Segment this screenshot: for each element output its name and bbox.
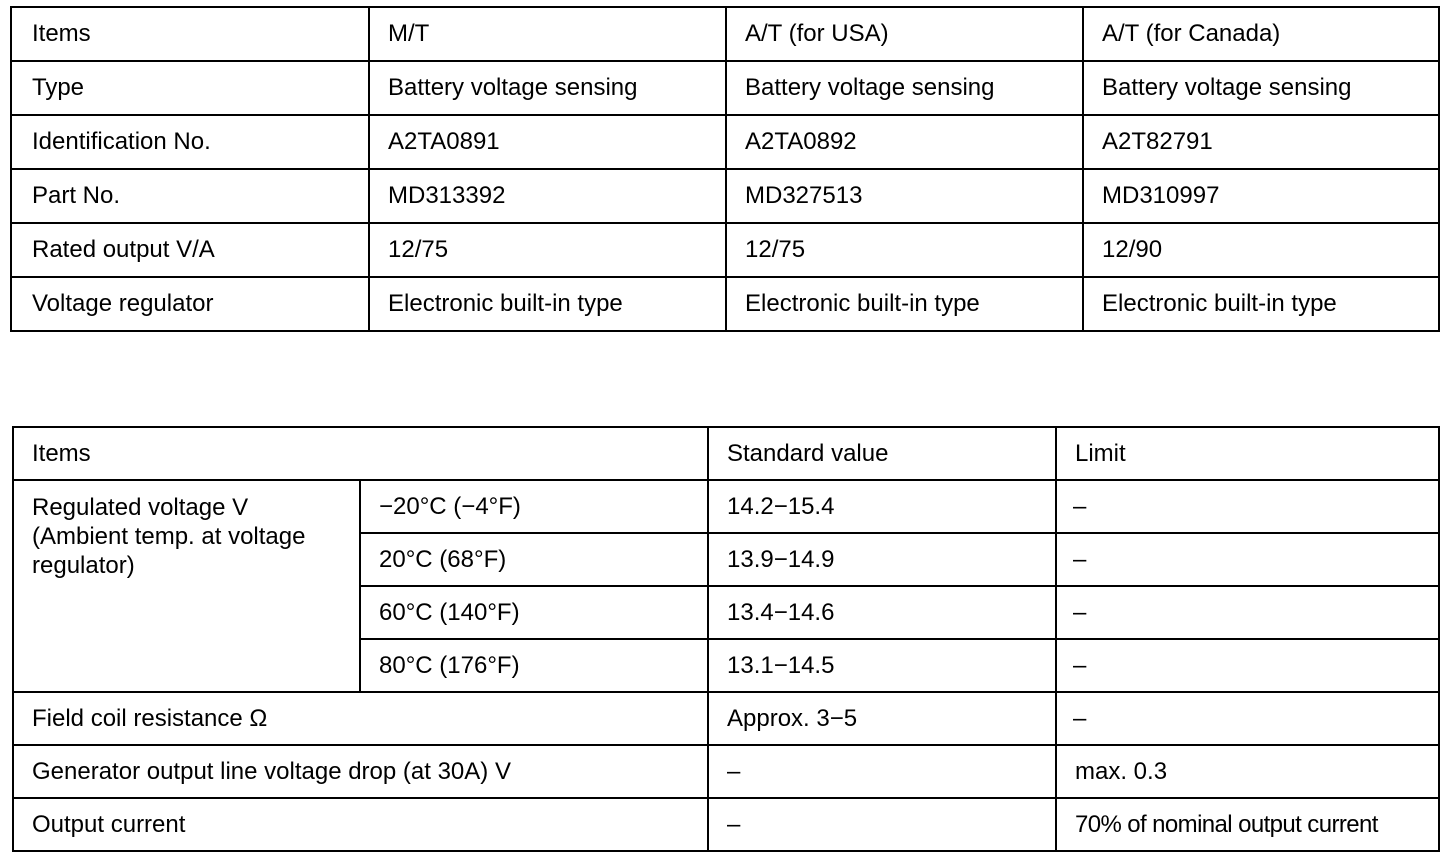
header-at-canada: A/T (for Canada) xyxy=(1083,7,1439,61)
cell-at-canada: 12/90 xyxy=(1083,223,1439,277)
temperature-cell: 60°C (140°F) xyxy=(360,586,708,639)
standard-value-cell: – xyxy=(708,745,1056,798)
header-standard-value: Standard value xyxy=(708,427,1056,480)
cell-at-canada: Battery voltage sensing xyxy=(1083,61,1439,115)
table-row xyxy=(13,480,1439,533)
table-row xyxy=(13,798,1439,851)
cell-mt: MD313392 xyxy=(369,169,726,223)
cell-at-canada: MD310997 xyxy=(1083,169,1439,223)
row-label: Voltage regulator xyxy=(11,277,369,331)
standard-value-cell: 14.2−15.4 xyxy=(708,480,1056,533)
regulated-voltage-label-line: regulator) xyxy=(32,552,135,579)
cell-mt: Battery voltage sensing xyxy=(369,61,726,115)
limit-cell: – xyxy=(1056,586,1439,639)
table-row xyxy=(13,692,1439,745)
table-row xyxy=(13,745,1439,798)
header-items: Items xyxy=(11,7,369,61)
row-label: Generator output line voltage drop (at 30A) V xyxy=(13,745,708,798)
cell-mt: 12/75 xyxy=(369,223,726,277)
table-row xyxy=(11,169,1439,223)
cell-at-usa: Battery voltage sensing xyxy=(726,61,1083,115)
limit-cell: 70% of nominal output current xyxy=(1056,798,1439,851)
row-label: Part No. xyxy=(11,169,369,223)
standard-value-cell: 13.4−14.6 xyxy=(708,586,1056,639)
alternator-specifications-table xyxy=(10,6,1440,332)
cell-at-canada: Electronic built-in type xyxy=(1083,277,1439,331)
header-mt: M/T xyxy=(369,7,726,61)
row-label: Identification No. xyxy=(11,115,369,169)
limit-cell: – xyxy=(1056,480,1439,533)
standard-value-cell: – xyxy=(708,798,1056,851)
cell-at-usa: Electronic built-in type xyxy=(726,277,1083,331)
standard-value-cell: Approx. 3−5 xyxy=(708,692,1056,745)
header-at-usa: A/T (for USA) xyxy=(726,7,1083,61)
cell-at-usa: A2TA0892 xyxy=(726,115,1083,169)
table-header-row xyxy=(11,7,1439,61)
table-row xyxy=(11,277,1439,331)
row-label: Output current xyxy=(13,798,708,851)
limit-cell: – xyxy=(1056,533,1439,586)
regulated-voltage-label-line: Regulated voltage V xyxy=(32,494,249,521)
header-items: Items xyxy=(13,427,708,480)
cell-at-usa: 12/75 xyxy=(726,223,1083,277)
table-row xyxy=(11,115,1439,169)
regulated-voltage-label-line: (Ambient temp. at voltage xyxy=(32,523,306,550)
cell-at-canada: A2T82791 xyxy=(1083,115,1439,169)
temperature-cell: 80°C (176°F) xyxy=(360,639,708,692)
service-specifications-table xyxy=(12,426,1440,852)
limit-cell: – xyxy=(1056,692,1439,745)
limit-cell: – xyxy=(1056,639,1439,692)
table-row xyxy=(11,223,1439,277)
temperature-cell: 20°C (68°F) xyxy=(360,533,708,586)
standard-value-cell: 13.1−14.5 xyxy=(708,639,1056,692)
regulated-voltage-label xyxy=(13,480,360,692)
row-label: Rated output V/A xyxy=(11,223,369,277)
table-header-row xyxy=(13,427,1439,480)
cell-mt: A2TA0891 xyxy=(369,115,726,169)
limit-cell: max. 0.3 xyxy=(1056,745,1439,798)
temperature-cell: −20°C (−4°F) xyxy=(360,480,708,533)
standard-value-cell: 13.9−14.9 xyxy=(708,533,1056,586)
header-limit: Limit xyxy=(1056,427,1439,480)
cell-at-usa: MD327513 xyxy=(726,169,1083,223)
row-label: Field coil resistance Ω xyxy=(13,692,708,745)
table-row xyxy=(11,61,1439,115)
cell-mt: Electronic built-in type xyxy=(369,277,726,331)
row-label: Type xyxy=(11,61,369,115)
